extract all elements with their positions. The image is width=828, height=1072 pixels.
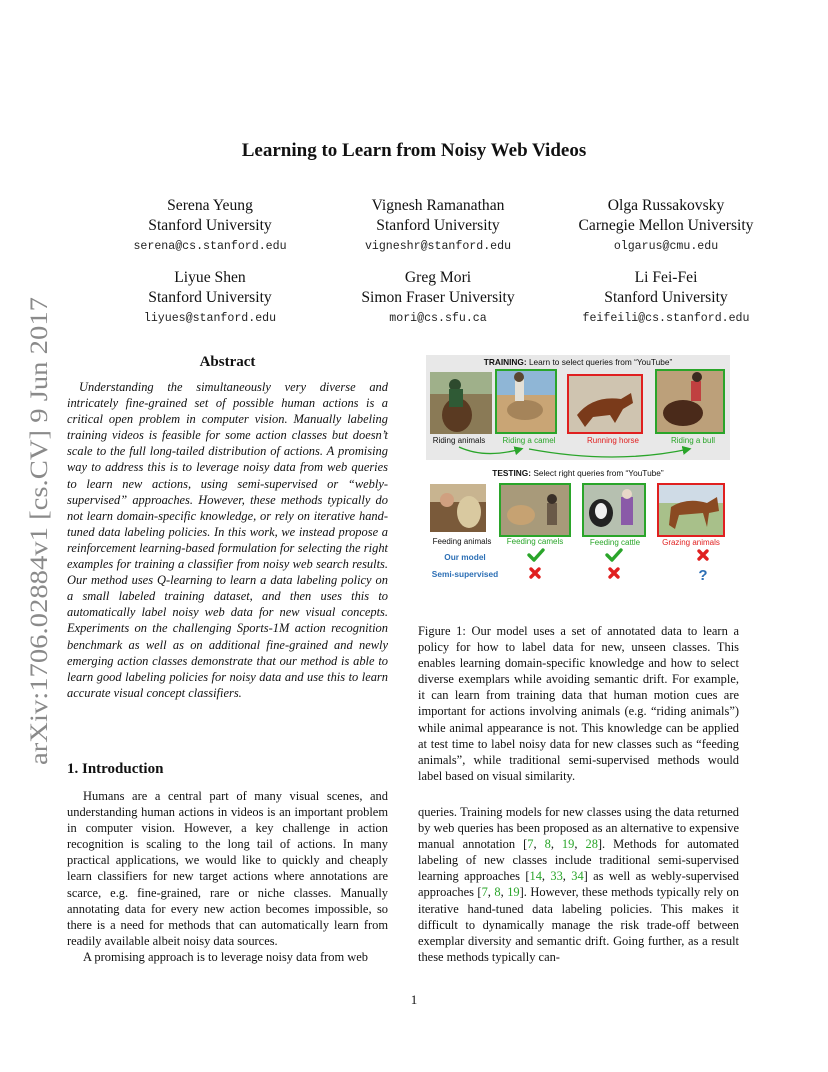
citation-link[interactable]: 7	[481, 885, 488, 900]
author-name: Greg Mori	[404, 269, 472, 286]
body-text: ] as well as webly-supervised approaches [	[418, 869, 739, 900]
row-label-semi-supervised: Semi-supervised	[431, 569, 499, 579]
training-title-rest: Learn to select queries from “YouTube”	[526, 357, 673, 367]
author-name: Olga Russakovsky	[607, 197, 725, 214]
citation-link[interactable]: 34	[571, 869, 584, 884]
arxiv-stamp	[20, 295, 56, 765]
testing-label-1: Feeding camels	[506, 537, 564, 546]
training-image-running-horse	[567, 374, 643, 434]
figure-caption: Figure 1: Our model uses a set of annotated data to learn a policy for how to label data for new, unseen classes. This enables learning domain-specific knowledge and how to select diverse exemplars while avoiding semantic drift. For example, it can learn from training data that human motion cues are important for actions involving animals (e.g. “riding animals”) while animal appearance is not. This knowledge can be applied at test time to label noisy data for new classes such as “feeding animals”, while traditional semi-supervised methods would label based on visual similarity.	[418, 624, 739, 783]
testing-label-0: Feeding animals	[432, 537, 492, 546]
author-email: olgarus@cmu.edu	[613, 240, 719, 253]
author-email: mori@cs.sfu.ca	[389, 312, 487, 325]
training-title	[484, 357, 673, 367]
testing-image-feeding-animals	[430, 484, 486, 532]
author-affiliation: Carnegie Mellon University	[578, 217, 754, 234]
author-block	[96, 196, 780, 340]
training-label-0: Riding animals	[432, 436, 486, 445]
paper-title: Learning to Learn from Noisy Web Videos	[241, 140, 587, 161]
checkmark-icon	[607, 550, 621, 560]
intro-paragraph: A promising approach is to leverage noisy data from web	[83, 949, 368, 964]
body-text: ]. However, these methods typically rely on iterative hand-tuned data labeling policies. This makes it difficult to dynamically manage the risk trade-off between exemplar diversity and semantic drift. Going further, as a result these methods typically can-	[418, 885, 739, 964]
arxiv-id: arXiv:1706.02884v1 [cs.CV] 9 Jun 2017	[26, 356, 53, 765]
testing-image-feeding-camels	[499, 483, 571, 537]
author	[324, 196, 552, 258]
row-label-our-model: Our model	[444, 552, 486, 562]
author-affiliation: Stanford University	[148, 217, 272, 234]
training-image-riding-camel	[495, 369, 557, 434]
author-row-1	[96, 196, 780, 258]
testing-label-3: Grazing animals	[662, 538, 720, 547]
question-mark-icon: ?	[698, 567, 708, 584]
training-label-1: Riding a camel	[502, 436, 556, 445]
cross-icon	[610, 569, 618, 577]
intro-continuation: queries. Training models for new classes using the data returned by web queries has been proposed as an alternative to expensive manual annotation [7, 8, 19, 28]. Methods for automated labeling of new classes include traditional semi-supervised learning approaches [14, 33, 34] as well as webly-supervised approaches [7, 8, 19]. However, these methods typically rely on iterative hand-tuned data labeling policies. This makes it difficult to dynamically manage the risk trade-off between exemplar diversity and semantic drift. Going further, as a result these methods typically can-	[418, 805, 739, 964]
testing-image-feeding-cattle	[582, 483, 646, 537]
checkmark-icon	[529, 550, 543, 560]
citation-link[interactable]: 19	[561, 837, 575, 852]
author	[552, 196, 780, 258]
author-affiliation: Stanford University	[604, 289, 728, 306]
body-text: ]. Methods for automated labeling of new classes include traditional semi-supervised learning approaches [	[418, 837, 739, 884]
intro-body	[67, 788, 388, 965]
citation-link[interactable]: 33	[550, 869, 563, 884]
citation-link[interactable]: 8	[494, 885, 501, 900]
testing-title-bold: TESTING:	[492, 468, 532, 478]
author-email: serena@cs.stanford.edu	[133, 240, 287, 253]
training-label-3: Riding a bull	[670, 436, 716, 445]
intro-paragraph: Humans are a central part of many visual scenes, and understanding human actions in videos is an important problem in computer vision. However, a key challenge in action recognition is scaling to the long tail of actions. In many practical applications, we would like to quickly and cheaply learn classifiers for new target actions where annotations are scarce, e.g. fine-grained, rare or niche classes. Manually annotating data for every new action becomes impossible, so there is a need for methods that can automatically learn from readily available albeit noisy data sources.	[67, 789, 388, 948]
author-affiliation: Stanford University	[376, 217, 500, 234]
author-name: Vignesh Ramanathan	[371, 197, 505, 214]
cross-icon	[699, 551, 707, 559]
author	[96, 196, 324, 258]
citation-link[interactable]: 28	[585, 837, 598, 852]
abstract-heading: Abstract	[199, 354, 256, 370]
author	[552, 268, 780, 330]
citation-link[interactable]: 8	[544, 837, 551, 852]
body-text: queries. Training models for new classes using the data returned by web queries has been proposed as an alternative to expensive manual annotation [	[418, 805, 739, 852]
testing-title-rest: Select right queries from “YouTube”	[531, 468, 664, 478]
page-number: 1	[410, 992, 418, 1007]
training-title-bold: TRAINING:	[483, 357, 527, 367]
training-image-riding-animals	[430, 372, 492, 434]
author-row-2	[96, 268, 780, 330]
author-name: Serena Yeung	[167, 197, 253, 214]
training-image-riding-bull	[655, 369, 725, 434]
citation-link[interactable]: 19	[507, 885, 520, 900]
author	[96, 268, 324, 330]
author-affiliation: Simon Fraser University	[361, 289, 515, 306]
training-label-2: Running horse	[586, 436, 640, 445]
testing-title	[492, 468, 664, 478]
author-email: liyues@stanford.edu	[143, 312, 277, 325]
testing-label-2: Feeding cattle	[589, 538, 641, 547]
abstract-text: Understanding the simultaneously very diverse and intricately fine-grained set of possible human actions is a critical open problem in computer vision. Manually labeling training videos is feasible for some action classes but doesn’t scale to the full long-tailed distribution of actions. A promising way to address this is to leverage noisy data from web queries to learn new actions, using semi-supervised or “webly-supervised” approaches. However, these methods typically do not learn domain-specific knowledge, or rely on iterative hand-tuned data labeling policies. In this work, we instead propose a reinforcement learning-based formulation for selecting the right examples for training a classifier from noisy web search results. Our method uses Q-learning to learn a data labeling policy on a small labeled training dataset, and then uses this to automatically label noisy web data for new visual concepts. Experiments on the challenging Sports-1M action recognition benchmark as well as on additional fine-grained and newly emerging action classes demonstrate that our method is able to learn good labeling policies for noisy data and use this to learn accurate visual concept classifiers.	[67, 380, 388, 700]
author-name: Li Fei-Fei	[634, 269, 698, 286]
testing-image-grazing-animals	[657, 483, 725, 537]
author-affiliation: Stanford University	[148, 289, 272, 306]
author	[324, 268, 552, 330]
cross-icon	[531, 569, 539, 577]
intro-heading: 1. Introduction	[67, 761, 164, 777]
figure-1	[425, 355, 731, 590]
citation-link[interactable]: 14	[529, 869, 542, 884]
author-email: vigneshr@stanford.edu	[364, 240, 512, 253]
citation-link[interactable]: 7	[527, 837, 534, 852]
author-name: Liyue Shen	[174, 269, 246, 286]
author-email: feifeili@cs.stanford.edu	[582, 312, 750, 325]
